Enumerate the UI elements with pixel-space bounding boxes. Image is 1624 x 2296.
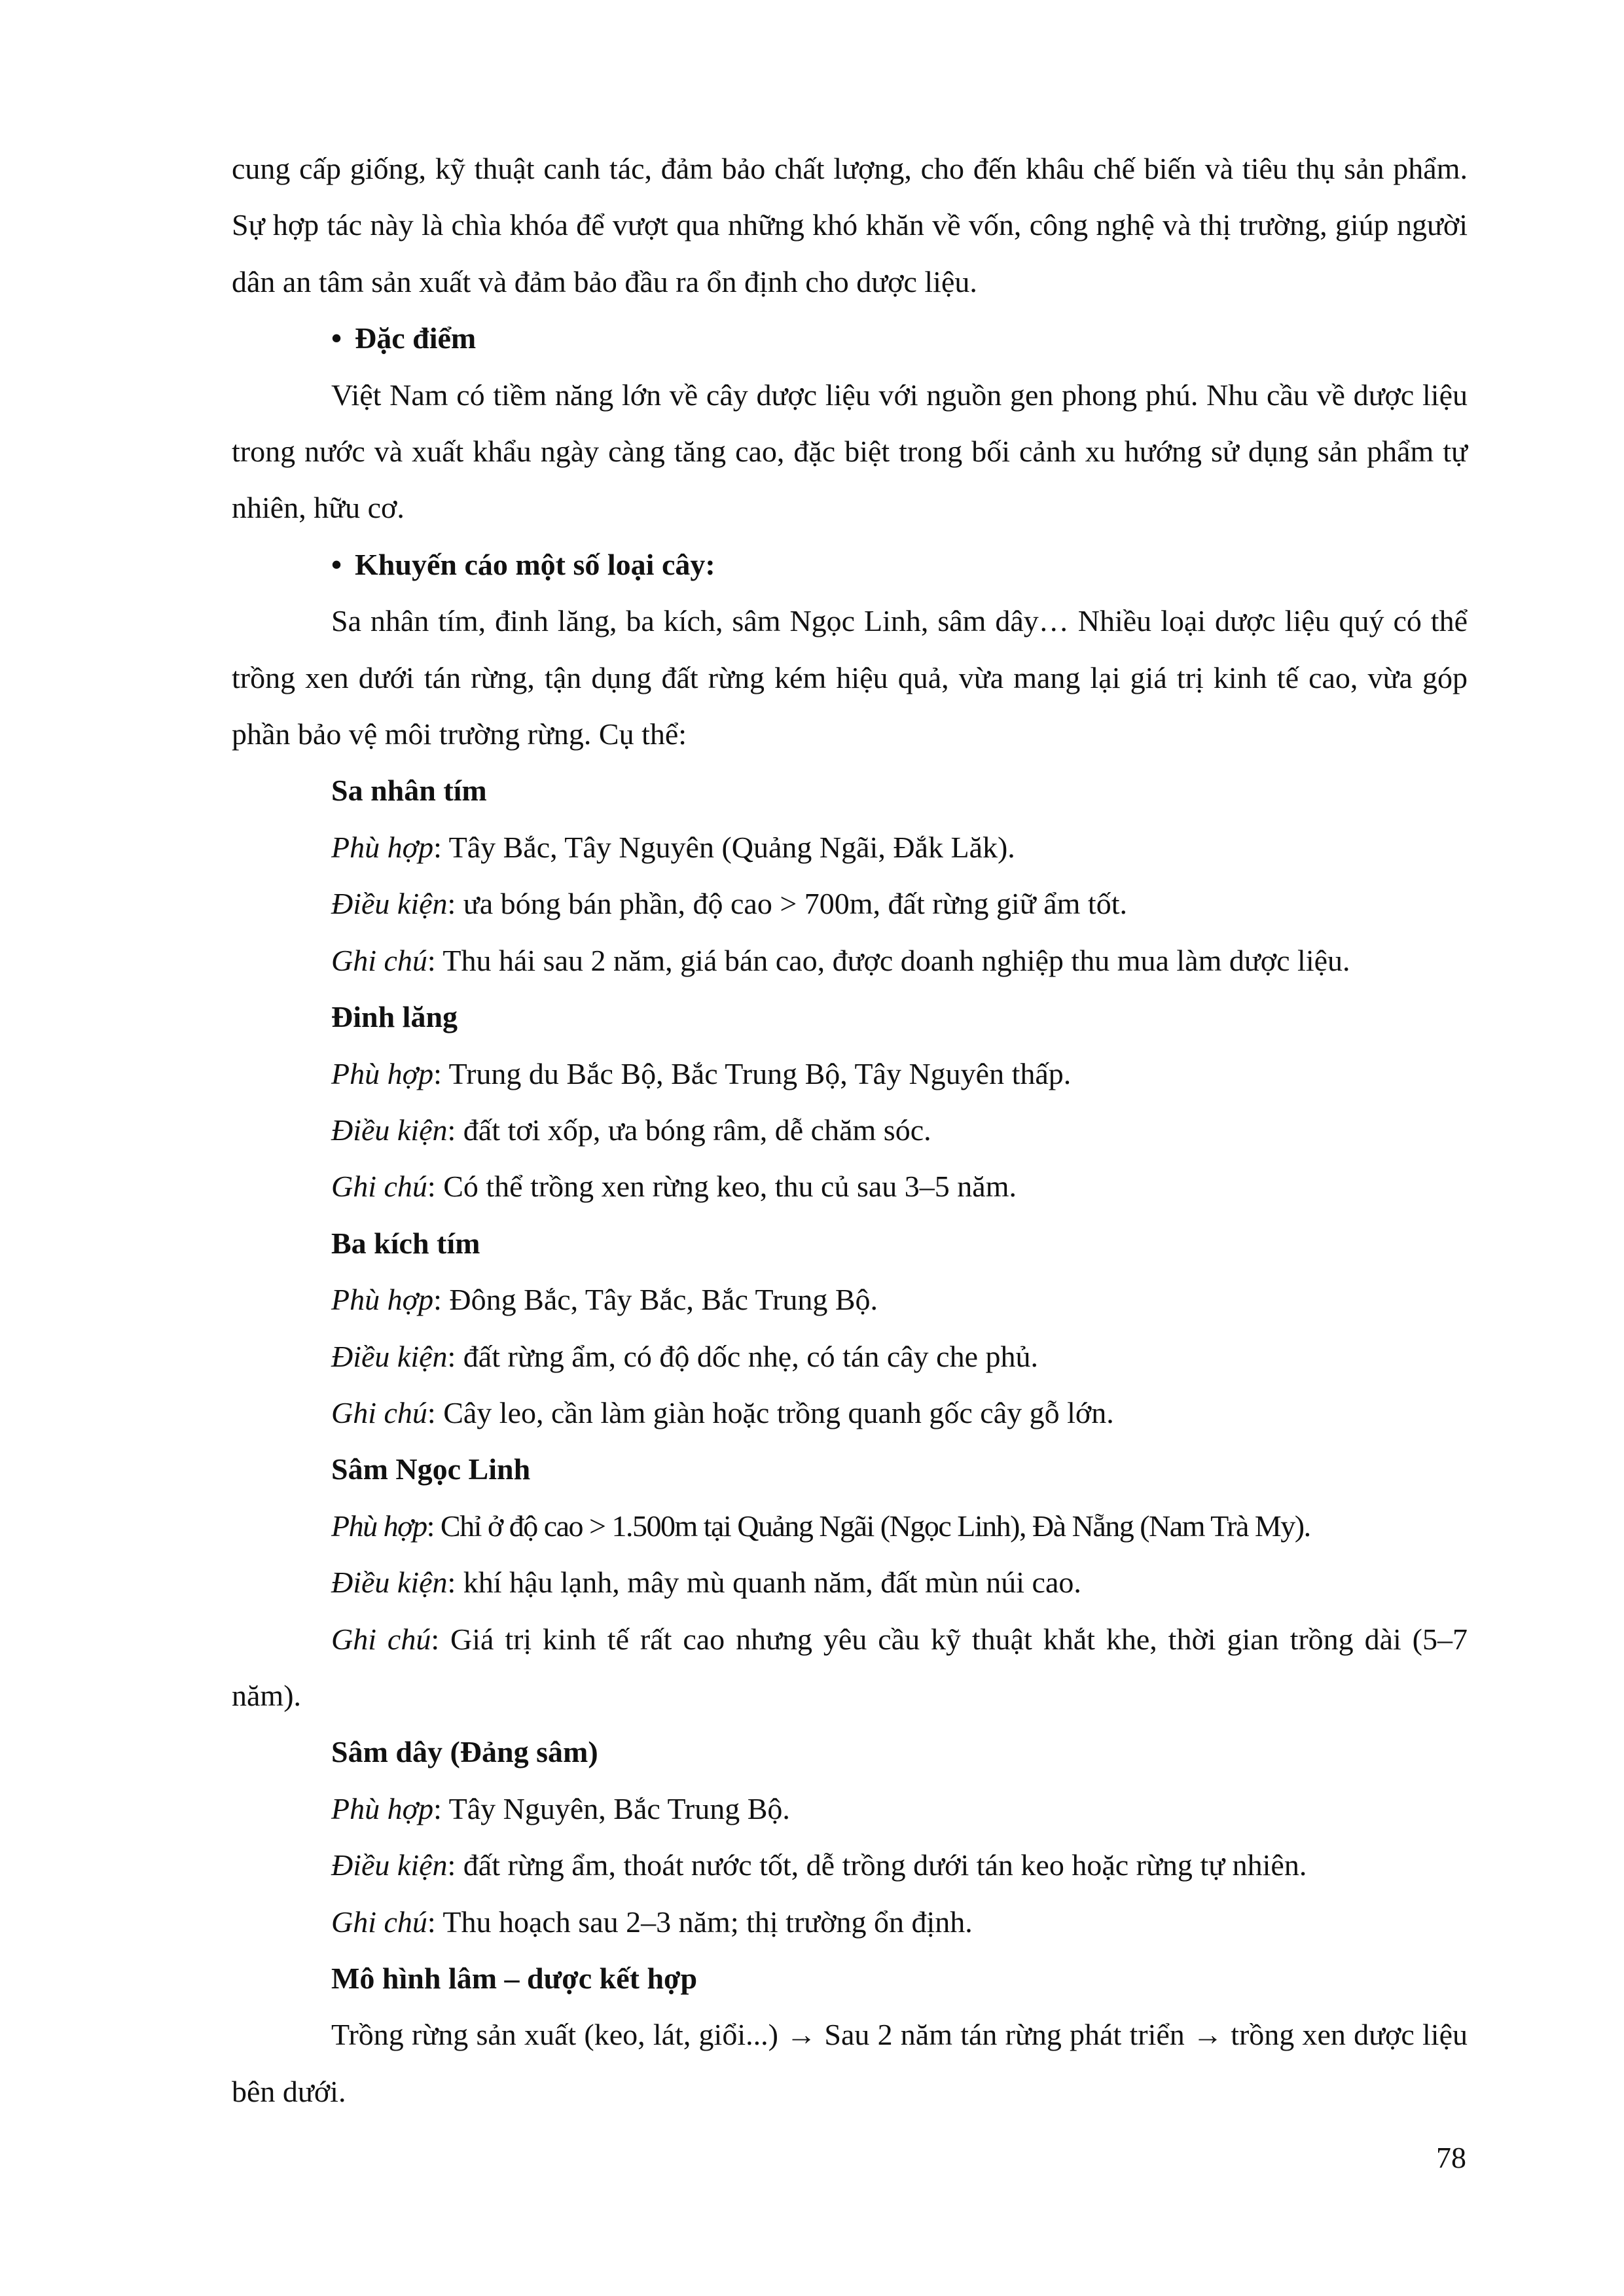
plant-note-value: : Giá trị kinh tế rất cao nhưng yêu cầu kỹ thuật khắt khe, thời gian trồng dài (5–7 năm). (232, 1622, 1468, 1712)
plant-note-value: : Thu hái sau 2 năm, giá bán cao, được doanh nghiệp thu mua làm dược liệu. (427, 943, 1350, 977)
plant-suitable (232, 1781, 1468, 1837)
page-number: 78 (1436, 2141, 1466, 2174)
plant-suitable (232, 1046, 1468, 1102)
plant-conditions-value: : đất tơi xốp, ưa bóng râm, dễ chăm sóc. (447, 1113, 931, 1147)
plant-suitable-value: : Tây Bắc, Tây Nguyên (Quảng Ngãi, Đắk Lăk). (433, 830, 1015, 864)
plant-name: Đinh lăng (331, 1000, 458, 1034)
label-suitable: Phù hợp (331, 1791, 434, 1825)
plant-suitable (232, 819, 1468, 876)
plant-conditions (232, 876, 1468, 932)
plant-conditions (232, 1102, 1468, 1158)
plant-suitable-value: : Đông Bắc, Tây Bắc, Bắc Trung Bộ. (433, 1283, 878, 1317)
label-suitable: Phù hợp (331, 830, 434, 864)
plant-note (232, 1158, 1468, 1215)
plant-name: Sâm Ngọc Linh (331, 1452, 531, 1486)
plant-suitable-value: : Tây Nguyên, Bắc Trung Bộ. (433, 1791, 790, 1825)
model-paragraph: Trồng rừng sản xuất (keo, lát, giổi...) → Sau 2 năm tán rừng phát triển → trồng xen dược liệu bên dưới. (232, 2018, 1468, 2108)
label-note: Ghi chú (331, 1905, 427, 1939)
bullet-icon: • (331, 321, 342, 355)
plant-note-value: : Thu hoạch sau 2–3 năm; thị trường ổn định. (427, 1905, 973, 1939)
plant-name: Sâm dây (Đảng sâm) (331, 1735, 598, 1769)
plant-suitable-value: : Chỉ ở độ cao > 1.500m tại Quảng Ngãi (Ngọc Linh), Đà Nẵng (Nam Trà My). (426, 1509, 1310, 1543)
plant-conditions-value: : ưa bóng bán phần, độ cao > 700m, đất rừng giữ ẩm tốt. (447, 887, 1127, 921)
features-heading (232, 310, 1468, 367)
label-conditions: Điều kiện (331, 1339, 448, 1373)
plant-conditions (232, 1329, 1468, 1385)
plant-note-value: : Có thể trồng xen rừng keo, thu củ sau 3–5 năm. (427, 1170, 1017, 1204)
label-note: Ghi chú (331, 1622, 431, 1656)
plant-suitable-value: : Trung du Bắc Bộ, Bắc Trung Bộ, Tây Nguyên thấp. (433, 1056, 1072, 1090)
label-note: Ghi chú (331, 1170, 427, 1204)
label-conditions: Điều kiện (331, 1113, 448, 1147)
label-conditions: Điều kiện (331, 887, 448, 921)
label-suitable: Phù hợp (331, 1056, 434, 1090)
bullet-icon: • (331, 547, 342, 581)
page-content (232, 141, 1468, 2120)
plant-name: Ba kích tím (331, 1226, 480, 1260)
model-heading: Mô hình lâm – dược kết hợp (331, 1962, 698, 1995)
plant-note (232, 933, 1468, 989)
plant-name: Sa nhân tím (331, 774, 487, 808)
plant-note (232, 1611, 1468, 1725)
plant-suitable (232, 1272, 1468, 1328)
label-conditions: Điều kiện (331, 1566, 448, 1600)
plant-conditions-value: : đất rừng ẩm, thoát nước tốt, dễ trồng dưới tán keo hoặc rừng tự nhiên. (447, 1848, 1307, 1882)
plant-suitable (232, 1498, 1468, 1554)
label-conditions: Điều kiện (331, 1848, 448, 1882)
features-paragraph: Việt Nam có tiềm năng lớn về cây dược liệu với nguồn gen phong phú. Nhu cầu về dược liệu trong nước và xuất khẩu ngày càng tăng cao, đặc biệt trong bối cảnh xu hướng sử dụng sản phẩm tự nhiên, hữu cơ. (232, 378, 1468, 525)
plant-note (232, 1385, 1468, 1441)
features-heading-text: Đặc điểm (355, 321, 477, 355)
label-suitable: Phù hợp (331, 1283, 434, 1317)
plant-conditions (232, 1837, 1468, 1893)
plant-conditions-value: : đất rừng ẩm, có độ dốc nhẹ, có tán cây che phủ. (447, 1339, 1038, 1373)
plant-conditions (232, 1554, 1468, 1611)
plant-note-value: : Cây leo, cần làm giàn hoặc trồng quanh gốc cây gỗ lớn. (427, 1395, 1114, 1429)
plant-conditions-value: : khí hậu lạnh, mây mù quanh năm, đất mùn núi cao. (447, 1566, 1081, 1600)
plant-note (232, 1894, 1468, 1950)
recommendations-heading (232, 537, 1468, 593)
recommendations-heading-text: Khuyến cáo một số loại cây: (355, 547, 715, 581)
label-note: Ghi chú (331, 1395, 427, 1429)
label-note: Ghi chú (331, 943, 427, 977)
intro-paragraph: cung cấp giống, kỹ thuật canh tác, đảm bảo chất lượng, cho đến khâu chế biến và tiêu thụ sản phẩm. Sự hợp tác này là chìa khóa để vượt qua những khó khăn về vốn, công nghệ và thị trường, giúp người dân an tâm sản xuất và đảm bảo đầu ra ổn định cho dược liệu. (232, 152, 1468, 298)
label-suitable: Phù hợp (331, 1509, 427, 1543)
recommendations-paragraph: Sa nhân tím, đinh lăng, ba kích, sâm Ngọc Linh, sâm dây… Nhiều loại dược liệu quý có thể trồng xen dưới tán rừng, tận dụng đất rừng kém hiệu quả, vừa mang lại giá trị kinh tế cao, vừa góp phần bảo vệ môi trường rừng. Cụ thể: (232, 604, 1468, 751)
